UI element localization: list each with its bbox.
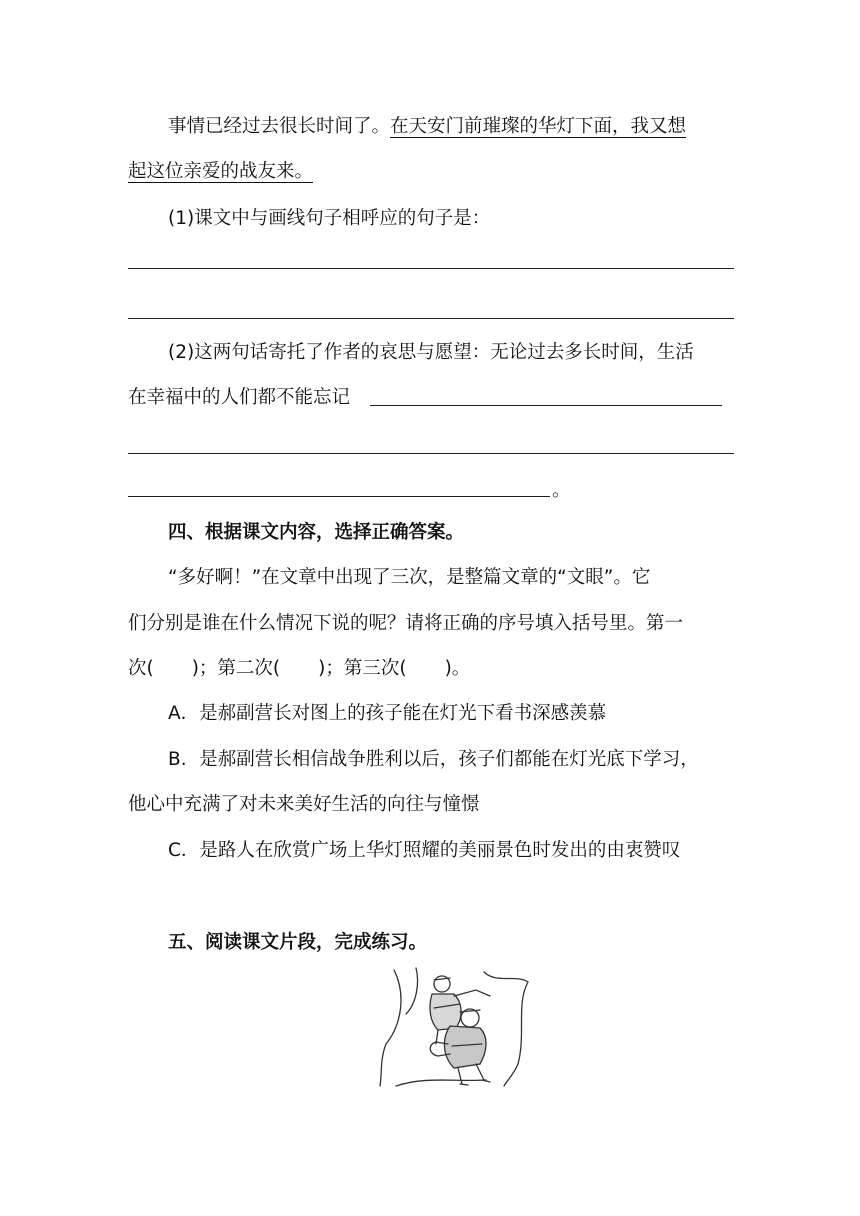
answer-line-1[interactable] xyxy=(128,268,734,269)
question-1-prompt: (1)课文中与画线句子相呼应的句子是： xyxy=(168,208,491,229)
option-a: A．是郝副营长对图上的孩子能在灯光下看书深感羡慕 xyxy=(168,703,607,724)
passage-line-1 xyxy=(168,112,734,142)
passage-plain-text: 事情已经过去很长时间了。 xyxy=(168,116,391,137)
question-2-line-2 xyxy=(128,383,734,413)
option-b-line-2: 他心中充满了对未来美好生活的向往与憧憬 xyxy=(128,794,480,815)
blank-close: )。 xyxy=(444,658,471,679)
blank-label-1: 次( xyxy=(128,658,154,679)
answer-line-3[interactable] xyxy=(370,405,722,406)
question-2-text: 在幸福中的人们都不能忘记 xyxy=(128,387,351,408)
blank-label-3: )；第三次( xyxy=(318,658,407,679)
section-4-intro-1: “多好啊！”在文章中出现了三次，是整篇文章的“文眼”。它 xyxy=(168,567,651,588)
blank-label-2: )；第二次( xyxy=(191,658,281,679)
answer-line-4[interactable] xyxy=(128,453,734,454)
section-4-heading: 四、根据课文内容，选择正确答案。 xyxy=(168,522,465,543)
passage-underlined-text: 在天安门前璀璨的华灯下面，我又想 xyxy=(390,116,687,137)
soldiers-illustration xyxy=(376,964,536,1088)
section-5-heading: 五、阅读课文片段，完成练习。 xyxy=(168,932,428,953)
passage-underlined-text-2: 起这位亲爱的战友来。 xyxy=(128,161,314,182)
passage-line-2 xyxy=(128,157,734,187)
option-c: C．是路人在欣赏广场上华灯照耀的美丽景色时发出的由衷赞叹 xyxy=(168,840,681,861)
answer-line-2[interactable] xyxy=(128,318,734,319)
section-4-intro-3 xyxy=(128,654,734,684)
question-2-line-1: (2)这两句话寄托了作者的哀思与愿望：无论过去多长时间，生活 xyxy=(168,342,694,363)
section-4-intro-2: 们分别是谁在什么情况下说的呢？请将正确的序号填入括号里。第一 xyxy=(128,613,684,634)
answer-line-5[interactable] xyxy=(128,496,550,497)
option-b-line-1: B．是郝副营长相信战争胜利以后，孩子们都能在灯光底下学习， xyxy=(168,749,699,770)
end-period: 。 xyxy=(552,480,571,501)
